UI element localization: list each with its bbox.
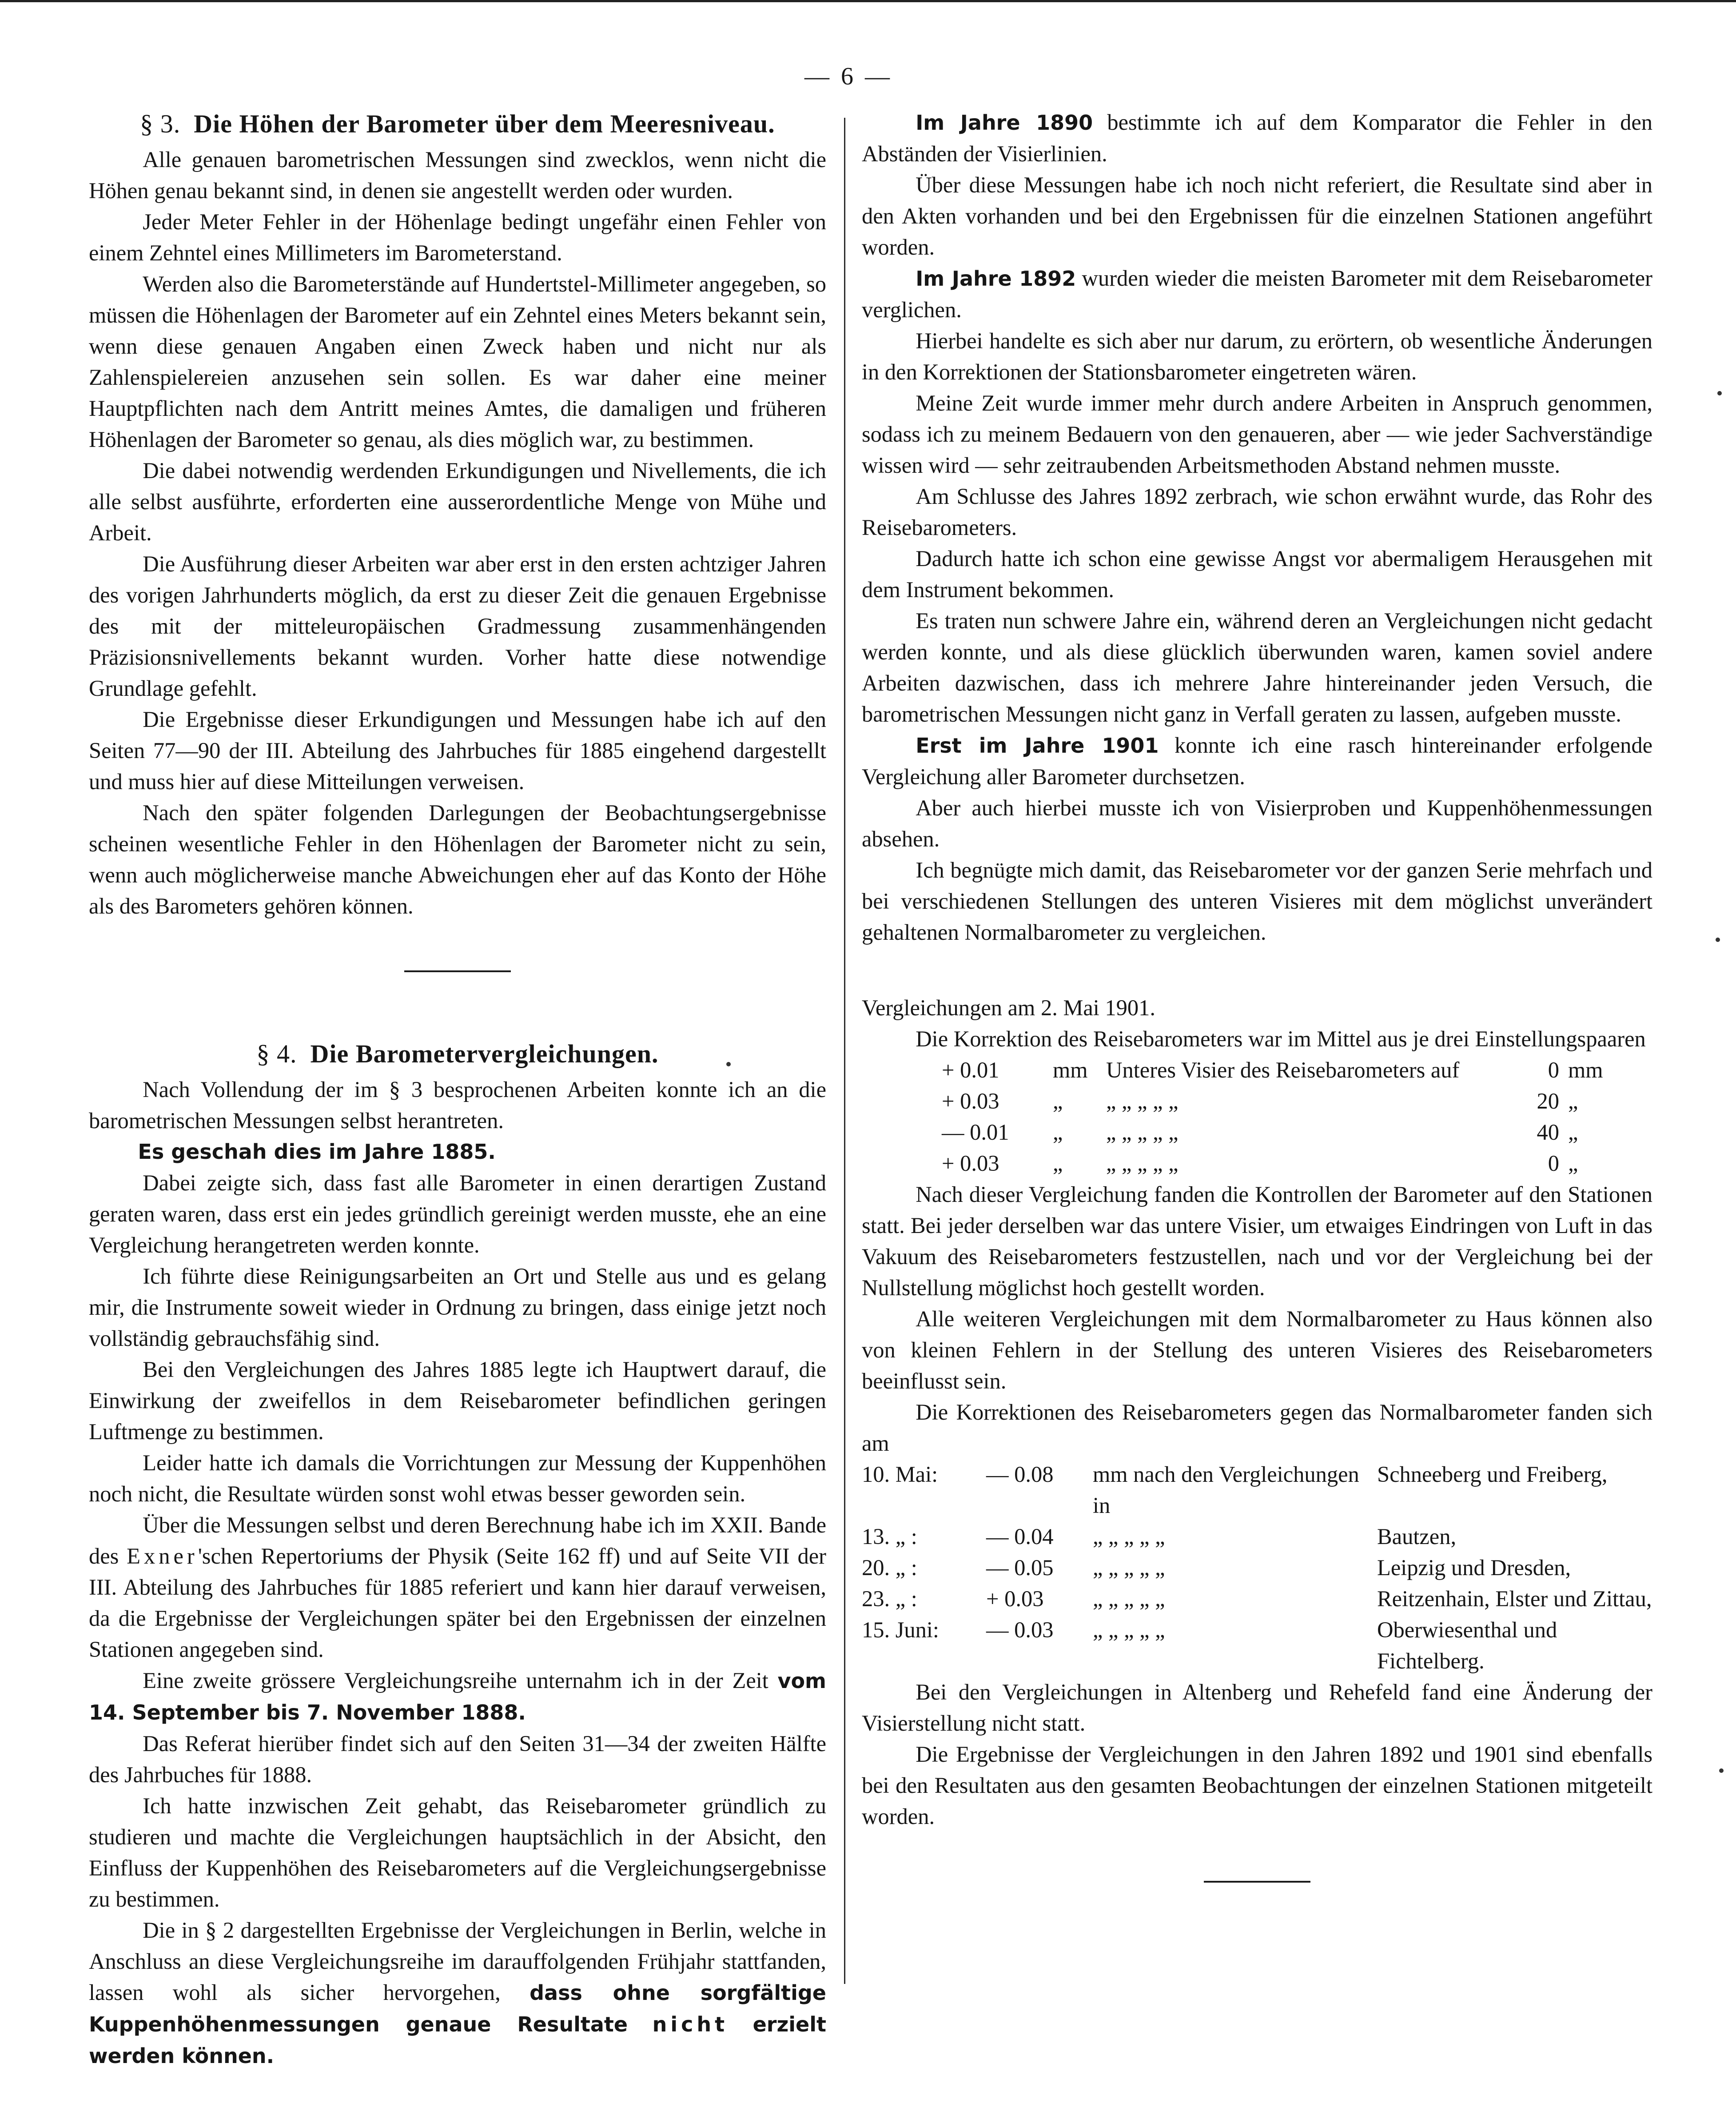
table-row: [862, 1583, 1652, 1614]
paragraph: Die Ergebnisse dieser Erkundigungen und Messungen habe ich auf den Seiten 77—90 der III. Abteilung des Jahrbuches für 1885 eingehend dargestellt und muss hier auf diese Mitteilungen verweisen.: [89, 707, 826, 794]
emphasis-spaced-run: nicht: [652, 2012, 729, 2036]
paragraph: [89, 1509, 826, 1665]
comparison-table: [862, 1459, 1652, 1676]
comparison-date: 13. „ :: [862, 1524, 917, 1549]
reading-text: Unteres Visier des Reisebarometers auf: [1106, 1058, 1460, 1082]
paragraph: Nach Vollendung der im § 3 besprochenen Arbeiten konnte ich an die barometrischen Messungen selbst herantreten.: [89, 1077, 826, 1133]
comparison-place: Bautzen,: [1377, 1524, 1457, 1549]
paragraph: Nach dieser Vergleichung fanden die Kontrollen der Barometer auf den Stationen statt. Bei jeder derselben war das untere Visier, um etwaiges Eindringen von Luft in das Vakuum des Reisebarometers festzustellen, nach und vor der Vergleichung bei der Nullstellung möglichst hoch gestellt worden.: [862, 1182, 1652, 1300]
reading-number: 0: [1548, 1058, 1559, 1082]
paragraph: Leider hatte ich damals die Vorrichtungen zur Messung der Kuppenhöhen noch nicht, die Resultate würden sonst wohl etwas besser geworden sein.: [89, 1450, 826, 1506]
reading-unit: „: [1053, 1120, 1063, 1145]
end-separator-rule: [1204, 1881, 1310, 1883]
reading-number: 20: [1537, 1089, 1559, 1113]
reading-number: 0: [1548, 1151, 1559, 1176]
text-run: wurden wieder die meisten Barometer mit dem Reisebarometer verglichen.: [862, 266, 1652, 322]
paragraph: Ich führte diese Reinigungsarbeiten an Ort und Stelle aus und es gelang mir, die Instrumente soweit wieder in Ordnung zu bringen, dass einige jetzt noch vollständig gebrauchsfähig sind.: [89, 1264, 826, 1351]
emphasis-run: dass ohne sorgfältige Kuppenhöhenmessungen genaue Resultate: [89, 1981, 827, 2036]
comparison-date: 10. Mai:: [862, 1462, 938, 1487]
text-run: bestimmte ich auf dem Komparator die Fehler in den Abständen der Visierlinien.: [862, 110, 1652, 166]
reading-end: mm: [1568, 1058, 1603, 1082]
reading-number: 40: [1537, 1120, 1559, 1145]
paragraph: Bei den Vergleichungen des Jahres 1885 legte ich Hauptwert darauf, die Einwirkung der zweifellos in dem Reisebarometer befindlichen geringen Luftmenge zu bestimmen.: [89, 1357, 826, 1444]
comparison-text: „ „ „ „ „: [1093, 1586, 1165, 1611]
comparison-value: — 0.08: [986, 1462, 1054, 1487]
column-divider-rule: [844, 118, 845, 1984]
paragraph: Dadurch hatte ich schon eine gewisse Angst vor abermaligem Herausgehen mit dem Instrument bekommen.: [862, 546, 1652, 602]
table-row: [862, 1521, 1652, 1552]
paragraph: Hierbei handelte es sich aber nur darum, zu erörtern, ob wesentliche Änderungen in den Korrektionen der Stationsbarometer eingetreten wären.: [862, 328, 1652, 384]
comparison-place: Oberwiesenthal und Fichtelberg.: [1377, 1617, 1557, 1673]
emphasis-run: erzielt werden können.: [89, 2012, 826, 2068]
paragraph: Aber auch hierbei musste ich von Visierproben und Kuppenhöhenmessungen absehen.: [862, 795, 1652, 851]
paragraph: Die Ausführung dieser Arbeiten war aber erst in den ersten achtziger Jahren des vorigen Jahrhunderts möglich, da erst zu dieser Zeit die genauen Ergebnisse des mit der mitteleuropäischen Gradmessung zusammenhängenden Präzisionsnivellements bekannt wurden. Vorher hatte diese notwendige Grundlage gefehlt.: [89, 551, 826, 701]
reading-value: + 0.01: [942, 1058, 999, 1082]
section-separator-rule: [404, 970, 511, 972]
subheading-comparison-date: Vergleichungen am 2. Mai 1901.: [862, 995, 1156, 1020]
reading-end: „: [1568, 1089, 1578, 1113]
reading-text: „ „ „ „ „: [1106, 1089, 1179, 1113]
scan-speck: [1719, 1768, 1724, 1773]
comparison-place: Leipzig und Dresden,: [1377, 1555, 1571, 1580]
reading-unit: mm: [1053, 1058, 1088, 1082]
right-column: [862, 107, 1652, 1883]
paragraph: Die Ergebnisse der Vergleichungen in den Jahren 1892 und 1901 sind ebenfalls bei den Resultaten aus den gesamten Beobachtungen der einzelnen Stationen mitgeteilt worden.: [862, 1742, 1652, 1829]
paragraph: Über diese Messungen habe ich noch nicht referiert, die Resultate sind aber in den Akten vorhanden und bei den Ergebnissen für die einzelnen Stationen angeführt worden.: [862, 172, 1652, 259]
paragraph: [862, 263, 1652, 325]
scan-speck: [1716, 938, 1720, 942]
page-number: — 6 —: [804, 63, 892, 90]
emphasis-run: Im Jahre 1892: [916, 267, 1076, 291]
comparison-text: „ „ „ „ „: [1093, 1555, 1165, 1580]
emphasis-run: Im Jahre 1890: [916, 111, 1093, 135]
reading-table: [942, 1054, 1603, 1179]
comparison-date: 20. „ :: [862, 1555, 917, 1580]
section-3-number: § 3.: [140, 109, 181, 138]
reading-unit: „: [1053, 1151, 1063, 1176]
emphasis-paragraph: Es geschah dies im Jahre 1885.: [138, 1140, 496, 1164]
paragraph: Meine Zeit wurde immer mehr durch andere Arbeiten in Anspruch genommen, sodass ich zu meinem Bedauern von den genaueren, aber — wie jeder Sachverständige wissen wird — sehr zeitraubenden Arbeitsmethoden Abstand nehmen musste.: [862, 391, 1652, 478]
comparison-date: 15. Juni:: [862, 1617, 939, 1642]
text-run: Die in § 2 dargestellten Ergebnisse der Vergleichungen in Berlin, welche in Anschluss an diese Vergleichungsreihe im darauffolgenden Frühjahr stattfanden, lassen wohl als sicher hervorgehen,: [89, 1918, 826, 2005]
paragraph: [862, 730, 1652, 792]
paragraph: Ich hatte inzwischen Zeit gehabt, das Reisebarometer gründlich zu studieren und machte die Vergleichungen hauptsächlich in der Absicht, den Einfluss der Kuppenhöhen des Reisebarometers auf die Vergleichungsergebnisse zu bestimmen.: [89, 1793, 826, 1911]
comparison-value: — 0.05: [986, 1555, 1054, 1580]
comparison-text: „ „ „ „ „: [1093, 1524, 1165, 1549]
reading-value: + 0.03: [942, 1089, 999, 1113]
comparison-value: — 0.04: [986, 1524, 1054, 1549]
table-row: [942, 1117, 1603, 1148]
paragraph: Die Korrektionen des Reisebarometers gegen das Normalbarometer fanden sich am: [862, 1400, 1652, 1456]
comparison-text: mm nach den Vergleichungen in: [1093, 1462, 1359, 1518]
section-3-title: Die Höhen der Barometer über dem Meeresniveau.: [194, 109, 775, 138]
top-border-rule: [0, 0, 1736, 2]
table-row: [942, 1085, 1603, 1117]
reading-text: „ „ „ „ „: [1106, 1151, 1179, 1176]
reading-end: „: [1568, 1151, 1578, 1176]
paragraph: Werden also die Barometerstände auf Hundertstel-Millimeter angegeben, so müssen die Höhenlagen der Barometer auf ein Zehntel eines Meters bekannt sein, wenn diese genauen Angaben einen Zweck haben und nicht nur als Zahlenspielereien anzusehen sein sollen. Es war daher eine meiner Hauptpflichten nach dem Antritt meines Amtes, die damaligen und früheren Höhenlagen der Barometer so genau, als dies möglich war, zu bestimmen.: [89, 271, 826, 452]
reading-text: „ „ „ „ „: [1106, 1120, 1179, 1145]
comparison-place: Reitzenhain, Elster und Zittau,: [1377, 1586, 1652, 1611]
comparison-value: + 0.03: [986, 1586, 1044, 1611]
emphasis-run: vom 14. September bis 7. November 1888.: [89, 1669, 826, 1724]
reading-value: — 0.01: [942, 1120, 1009, 1145]
reading-end: „: [1568, 1120, 1578, 1145]
paragraph: Es traten nun schwere Jahre ein, während deren an Vergleichungen nicht gedacht werden konnte, und als diese glücklich überwunden waren, kamen soviel andere Arbeiten dazwischen, dass ich mehrere Jahre hintereinander jeden Versuch, die barometrischen Messungen nicht ganz in Verfall geraten zu lassen, aufgeben musste.: [862, 608, 1652, 726]
paragraph: Bei den Vergleichungen in Altenberg und Rehefeld fand eine Änderung der Visierstellung nicht statt.: [862, 1680, 1652, 1736]
reading-unit: „: [1053, 1089, 1063, 1113]
reading-value: + 0.03: [942, 1151, 999, 1176]
paragraph: Dabei zeigte sich, dass fast alle Barometer in einen derartigen Zustand geraten waren, dass erst ein jedes gründlich gereinigt werden musste, ehe an eine Vergleichung herangetreten werden konnte.: [89, 1170, 826, 1257]
table-row: [862, 1552, 1652, 1583]
comparison-value: — 0.03: [986, 1617, 1054, 1642]
text-run: Eine zweite grössere Vergleichungsreihe unternahm ich in der Zeit: [143, 1668, 768, 1693]
scan-speck: [1717, 391, 1722, 395]
author-name: Exner: [127, 1544, 198, 1568]
table-row: [942, 1148, 1603, 1179]
text-run: Über die Messungen selbst und deren Berechnung habe ich im XXII. Bande des: [89, 1512, 826, 1568]
section-4-title: Die Barometervergleichungen.: [310, 1039, 659, 1068]
comparison-text: „ „ „ „ „: [1093, 1617, 1165, 1642]
paragraph: Ich begnügte mich damit, das Reisebarometer vor der ganzen Serie mehrfach und bei verschiedenen Stellungen des unteren Visieres mit dem möglichst unverändert gehaltenen Normalbarometer zu vergleichen.: [862, 858, 1652, 945]
paragraph: Jeder Meter Fehler in der Höhenlage bedingt ungefähr einen Fehler von einem Zehntel eines Millimeters im Barometerstand.: [89, 209, 826, 265]
paragraph: [89, 1915, 826, 2071]
paragraph: [89, 1665, 826, 1728]
section-4-heading: [89, 1037, 826, 1071]
table-row: [942, 1054, 1603, 1085]
table-row: [862, 1459, 1652, 1521]
section-3-heading: [89, 107, 826, 141]
section-4-number: § 4.: [256, 1039, 297, 1068]
paragraph: Nach den später folgenden Darlegungen der Beobachtungsergebnisse scheinen wesentliche Fehler in den Höhenlagen der Barometer nicht zu sein, wenn auch möglicherweise manche Abweichungen eher auf das Konto der Höhe als des Barometers gehören können.: [89, 800, 826, 918]
paragraph: Die dabei notwendig werdenden Erkundigungen und Nivellements, die ich alle selbst ausführte, erforderten eine ausserordentliche Menge von Mühe und Arbeit.: [89, 458, 826, 545]
text-run: 'schen Repertoriums der Physik (Seite 162 ff) und auf Seite VII der III. Abteilung des Jahrbuches für 1885 referiert und kann hier darauf verweisen, da die Ergebnisse der Vergleichungen später bei den Ergebnissen der einzelnen Stationen angegeben sind.: [89, 1544, 826, 1662]
emphasis-run: Erst im Jahre 1901: [916, 734, 1159, 758]
scan-speck: [726, 1062, 731, 1066]
left-column: [89, 107, 826, 2071]
paragraph: [862, 107, 1652, 169]
text-run: konnte ich eine rasch hintereinander erfolgende Vergleichung aller Barometer durchsetzen.: [862, 733, 1652, 789]
paragraph: Alle weiteren Vergleichungen mit dem Normalbarometer zu Haus können also von kleinen Fehlern in der Stellung des unteren Visieres des Reisebarometers beeinflusst sein.: [862, 1306, 1652, 1393]
comparison-date: 23. „ :: [862, 1586, 917, 1611]
table-row: [862, 1614, 1652, 1676]
paragraph: Das Referat hierüber findet sich auf den Seiten 31—34 der zweiten Hälfte des Jahrbuches für 1888.: [89, 1731, 826, 1787]
paragraph: Die Korrektion des Reisebarometers war im Mittel aus je drei Einstellungspaaren: [916, 1026, 1646, 1051]
paragraph: Alle genauen barometrischen Messungen sind zwecklos, wenn nicht die Höhen genau bekannt sind, in denen sie angestellt werden oder wurden.: [89, 147, 826, 203]
paragraph: Am Schlusse des Jahres 1892 zerbrach, wie schon erwähnt wurde, das Rohr des Reisebarometers.: [862, 484, 1652, 540]
comparison-place: Schneeberg und Freiberg,: [1377, 1462, 1608, 1487]
